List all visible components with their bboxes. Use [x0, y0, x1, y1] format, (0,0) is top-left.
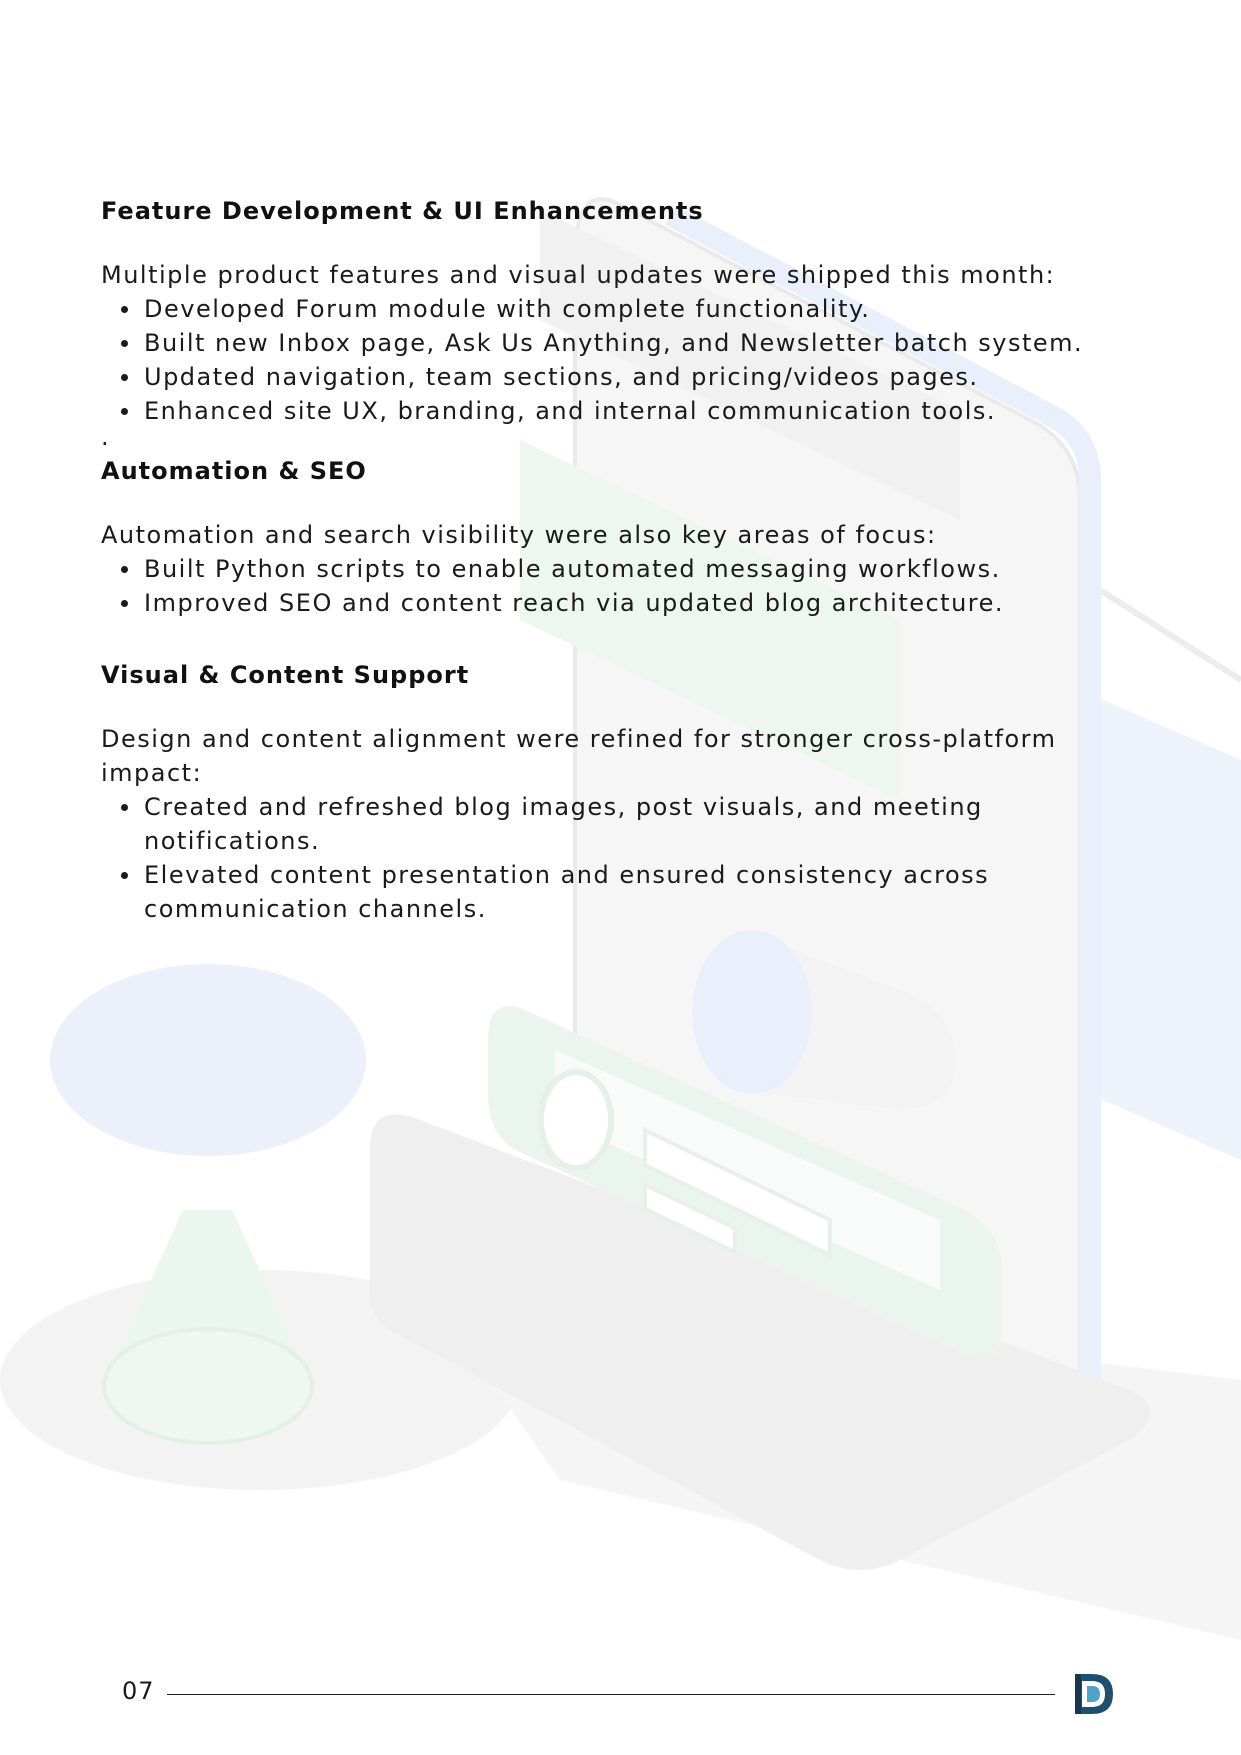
section-feature-development — [101, 190, 1101, 450]
section-intro: Multiple product features and visual updates were shipped this month: — [101, 261, 1056, 289]
section-intro: Automation and search visibility were also key areas of focus: — [101, 521, 937, 549]
bullet-list — [101, 292, 1101, 428]
section-heading: Visual & Content Support — [101, 661, 470, 689]
list-item: Built Python scripts to enable automated messaging workflows. — [144, 552, 1101, 586]
page-footer — [0, 1665, 1241, 1725]
section-intro: Design and content alignment were refined for stronger cross-platform impact: — [101, 725, 1057, 787]
bullet-list — [101, 790, 1101, 926]
footer-divider — [167, 1694, 1055, 1695]
list-item: Elevated content presentation and ensured consistency across communication channels. — [144, 858, 1101, 926]
bullet-list — [101, 552, 1101, 620]
trailing-mark: . — [101, 423, 109, 451]
list-item: Improved SEO and content reach via updated blog architecture. — [144, 586, 1101, 620]
section-heading: Feature Development & UI Enhancements — [101, 197, 704, 225]
list-item: Created and refreshed blog images, post visuals, and meeting notifications. — [144, 790, 1101, 858]
d-monogram-logo-icon — [1072, 1671, 1116, 1717]
section-automation-seo — [101, 450, 1101, 620]
section-heading: Automation & SEO — [101, 457, 367, 485]
list-item: Enhanced site UX, branding, and internal communication tools. — [144, 394, 1101, 428]
list-item: Developed Forum module with complete functionality. — [144, 292, 1101, 326]
page-content — [101, 190, 1101, 926]
page-number: 07 — [122, 1677, 155, 1705]
list-item: Built new Inbox page, Ask Us Anything, and Newsletter batch system. — [144, 326, 1101, 360]
section-visual-content — [101, 654, 1101, 926]
list-item: Updated navigation, team sections, and pricing/videos pages. — [144, 360, 1101, 394]
section-spacer — [101, 620, 1101, 654]
